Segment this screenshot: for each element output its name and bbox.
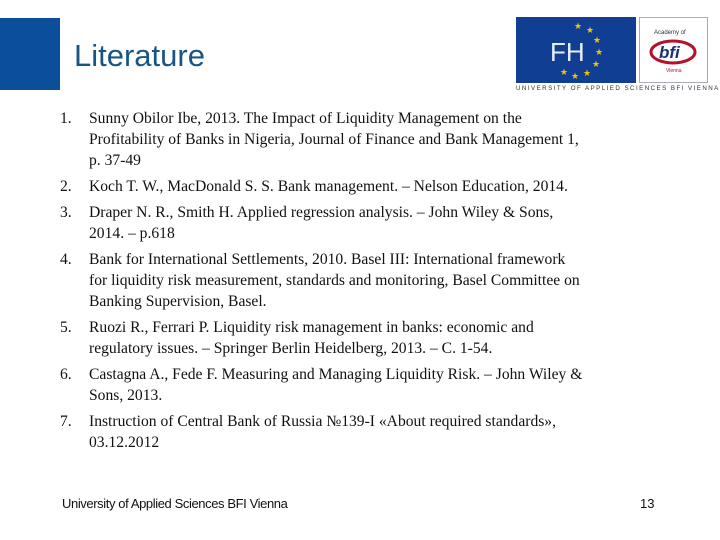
- reference-text-line: Instruction of Central Bank of Russia №139-I «About required standards»,: [89, 413, 557, 430]
- reference-item: [60, 176, 680, 197]
- reference-text-line: for liquidity risk measurement, standards and monitoring, Basel Committee on: [89, 272, 580, 289]
- reference-item: [60, 364, 680, 406]
- reference-number: 1.: [60, 110, 72, 127]
- reference-text-line: Castagna A., Fede F. Measuring and Managing Liquidity Risk. – John Wiley &: [89, 366, 583, 383]
- reference-number: 7.: [60, 413, 72, 430]
- reference-text-line: Sunny Obilor Ibe, 2013. The Impact of Liquidity Management on the: [89, 110, 522, 127]
- reference-text-line: Banking Supervision, Basel.: [89, 293, 267, 310]
- slide-title: Literature: [74, 38, 205, 73]
- reference-text-line: 03.12.2012: [89, 434, 160, 451]
- reference-text-line: Bank for International Settlements, 2010. Basel III: International framework: [89, 251, 566, 268]
- svg-text:bfi: bfi: [659, 43, 680, 62]
- reference-list: [60, 108, 680, 458]
- reference-text-line: p. 37-49: [89, 152, 141, 169]
- fh-logo: [516, 17, 636, 83]
- fh-text: FH: [550, 37, 585, 67]
- reference-number: 2.: [60, 178, 72, 195]
- bfi-logo: [639, 17, 708, 83]
- footer-institution: University of Applied Sciences BFI Vienna: [62, 496, 288, 511]
- eu-stars-icon: [516, 17, 636, 83]
- reference-item: [60, 249, 680, 312]
- svg-text:★: ★: [592, 60, 601, 70]
- svg-text:★: ★: [595, 48, 604, 58]
- reference-text-line: regulatory issues. – Springer Berlin Heidelberg, 2013. – С. 1-54.: [89, 340, 493, 357]
- reference-text-line: Profitability of Banks in Nigeria, Journal of Finance and Bank Management 1,: [89, 131, 579, 148]
- reference-text-line: Koch T. W., MacDonald S. S. Bank management. – Nelson Education, 2014.: [89, 178, 568, 195]
- reference-text-line: Sons, 2013.: [89, 387, 163, 404]
- reference-text-line: 2014. – p.618: [89, 225, 175, 242]
- svg-text:★: ★: [593, 36, 602, 46]
- reference-number: 5.: [60, 319, 72, 336]
- reference-item: [60, 317, 680, 359]
- page-number: 13: [640, 496, 655, 511]
- svg-text:★: ★: [586, 26, 595, 36]
- reference-item: [60, 108, 680, 171]
- reference-number: 4.: [60, 251, 72, 268]
- svg-text:★: ★: [583, 69, 592, 79]
- reference-text-line: Ruozi R., Ferrari P. Liquidity risk management in banks: economic and: [89, 319, 534, 336]
- accent-block: [0, 18, 60, 90]
- logo-caption: UNIVERSITY OF APPLIED SCIENCES BFI VIENNA: [516, 85, 720, 92]
- svg-text:★: ★: [574, 22, 583, 32]
- reference-item: [60, 411, 680, 453]
- svg-text:★: ★: [571, 72, 580, 82]
- svg-text:★: ★: [560, 68, 569, 78]
- reference-number: 6.: [60, 366, 72, 383]
- svg-text:Vienna: Vienna: [666, 68, 682, 74]
- reference-item: [60, 202, 680, 244]
- svg-text:Academy of: Academy of: [654, 30, 686, 36]
- reference-number: 3.: [60, 204, 72, 221]
- reference-text-line: Draper N. R., Smith H. Applied regression analysis. – John Wiley & Sons,: [89, 204, 554, 221]
